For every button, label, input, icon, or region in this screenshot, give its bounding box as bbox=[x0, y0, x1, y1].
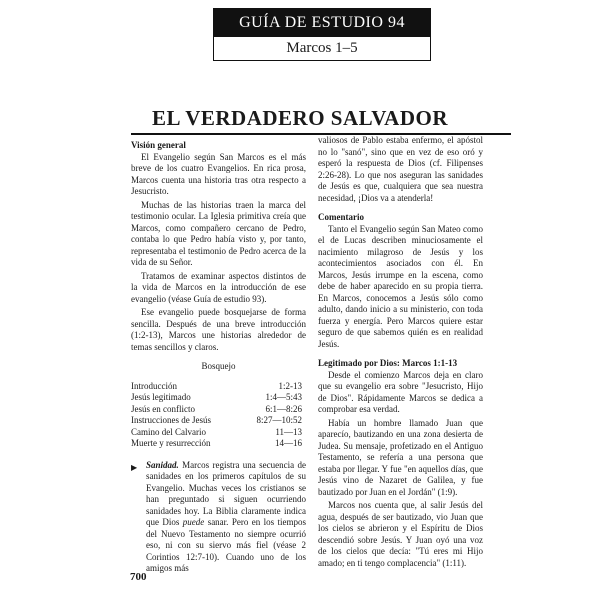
outline-title: Bosquejo bbox=[201, 361, 236, 371]
outline-row bbox=[131, 427, 306, 439]
outline-ref: 1:4—5:43 bbox=[265, 392, 302, 402]
outline-label: Jesús en conflicto bbox=[131, 403, 195, 414]
outline-list bbox=[131, 381, 306, 450]
right-column bbox=[318, 135, 483, 571]
outline-ref: 6:1—8:26 bbox=[265, 403, 302, 414]
passage-reference: Marcos 1–5 bbox=[286, 40, 358, 56]
vision-heading: Visión general bbox=[131, 140, 186, 150]
paragraph: valiosos de Pablo estaba enfermo, el apóstol no lo "sanó", sino que en vez de eso oró y esperó la respuesta de Dios (cf. Filipenses 2:26-28). Lo que nos aseguran las sanidades de Jesús es que, cualquiera que sea nuestra necesidad, ¡Dios va a atenderla! bbox=[318, 135, 483, 203]
guide-title: GUÍA DE ESTUDIO 94 bbox=[214, 9, 430, 37]
note-text: Marcos registra una secuencia de sanidades en los primeros capítulos de su Evangelio. Muchas veces los cristianos se han preguntado si siguen ocurriendo sanidades hoy. La Biblia claramente indica que Dios bbox=[146, 459, 306, 527]
triangle-bullet-icon: ▶ bbox=[131, 462, 138, 472]
comentario-heading: Comentario bbox=[318, 212, 364, 222]
study-guide-header bbox=[213, 8, 431, 61]
outline-ref: 1:2-13 bbox=[278, 380, 302, 391]
note-text: sanar. Pero en los tiempos del Nuevo Testamento no siempre ocurrió eso, ni con su siervo más fiel (véase 2 Corintios 12:7-10). Cuando uno de los amigos más bbox=[146, 517, 306, 573]
paragraph: Había un hombre llamado Juan que aparecío, bautizando en una zona desierta de Judea. Su mensaje, profetizado en el Antiguo Testamento, se refería a una persona que estaba por llegar. Y fue "en aquellos días, que Jesús vino de Nazaret de Galilea, y fue bautizado por Juan en el Jordán" (1:9). bbox=[318, 417, 483, 497]
paragraph: Tanto el Evangelio según San Mateo como el de Lucas describen minuciosamente el nacimiento milagroso de Jesús y los acontecimientos asociados con él. En Marcos, Jesús irrumpe en la escena, como debe de haber aparecido en su propia tierra. En Marcos, conocemos a Jesús sólo como adulto, dando inicio a su ministerio, con toda fuerza y energía. Pero Marcos quiere estar seguro de que sabemos quién es en realidad Jesús. bbox=[318, 223, 483, 349]
section-heading: Legitimado por Dios: Marcos 1:1-13 bbox=[318, 358, 458, 368]
paragraph: Muchas de las historias traen la marca del testimonio ocular. La Iglesia primitiva creía que Marcos, como compañero cercano de Pedro, contaba lo que Pedro había visto y, por tanto, representaba el testimonio de Pedro acerca de la vida de su Señor. bbox=[131, 199, 306, 267]
outline-ref: 8:27—10:52 bbox=[256, 415, 302, 425]
outline-row bbox=[131, 381, 306, 393]
outline-row bbox=[131, 392, 306, 404]
note-lead: Sanidad. bbox=[146, 459, 179, 470]
page-number: 700 bbox=[130, 571, 147, 583]
outline-row bbox=[131, 438, 306, 450]
outline-ref: 11—13 bbox=[275, 426, 302, 437]
outline-label: Camino del Calvario bbox=[131, 426, 206, 437]
outline-row bbox=[131, 415, 306, 427]
outline-label: Instrucciones de Jesús bbox=[131, 415, 211, 425]
outline-row bbox=[131, 404, 306, 416]
outline-label: Introducción bbox=[131, 380, 177, 391]
outline-ref: 14—16 bbox=[275, 438, 302, 448]
note-emphasis: puede bbox=[182, 517, 205, 527]
outline-label: Muerte y resurrección bbox=[131, 438, 211, 448]
paragraph: Ese evangelio puede bosquejarse de forma sencilla. Después de una breve introducción (1:2-13), Marcos une historias alrededor de temas sencillos y claros. bbox=[131, 307, 306, 352]
paragraph: Desde el comienzo Marcos deja en claro que su evangelio era sobre "Jesucristo, Hijo de Dios". Rápidamente Marcos se dedica a comprobar esa verdad. bbox=[318, 369, 483, 414]
sidebar-note bbox=[131, 460, 306, 575]
paragraph: Marcos nos cuenta que, al salir Jesús del agua, después de ser bautizado, vio Juan que los cielos se abrieron y el Espíritu de Dios descendió sobre Jesús. Y Juan oyó una voz de los cielos que decía: "Tú eres mi Hijo amado; en ti tengo complacencia" (1:11). bbox=[318, 500, 483, 568]
paragraph: Tratamos de examinar aspectos distintos de la vida de Marcos en la introducción de ese evangelio (véase Guía de estudio 93). bbox=[131, 270, 306, 304]
chapter-title: EL VERDADERO SALVADOR bbox=[151, 106, 449, 130]
outline-label: Jesús legitimado bbox=[131, 392, 191, 402]
left-column bbox=[131, 140, 306, 575]
paragraph: El Evangelio según San Marcos es el más breve de los cuatro Evangelios. En rica prosa, Marcos cuenta una historia tras otra respecto a Jesucristo. bbox=[131, 151, 306, 196]
